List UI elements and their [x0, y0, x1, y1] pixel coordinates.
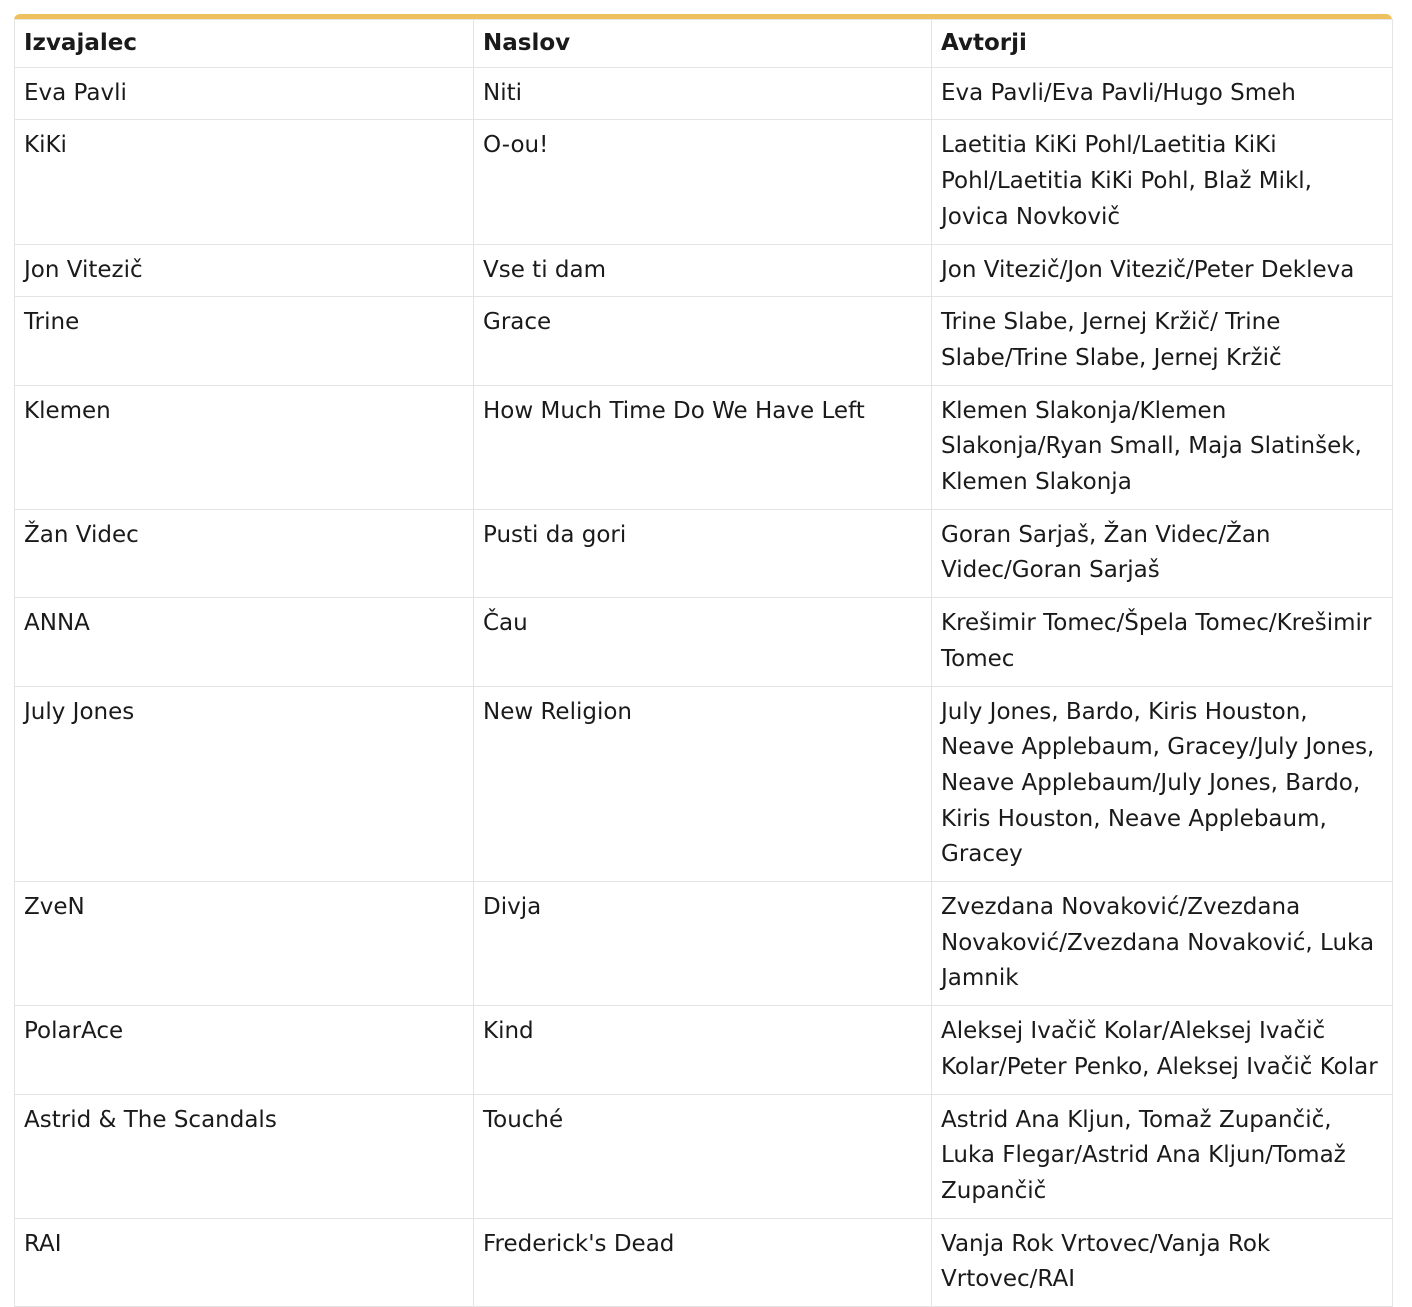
cell-authors: Goran Sarjaš, Žan Videc/Žan Videc/Goran Sarjaš	[932, 509, 1393, 597]
table-row	[15, 67, 1393, 120]
cell-title: Grace	[474, 297, 932, 385]
table-row	[15, 1094, 1393, 1218]
cell-authors: Zvezdana Novaković/Zvezdana Novaković/Zvezdana Novaković, Luka Jamnik	[932, 882, 1393, 1006]
table-row	[15, 385, 1393, 509]
cell-authors: Jon Vitezič/Jon Vitezič/Peter Dekleva	[932, 244, 1393, 297]
cell-performer: ZveN	[15, 882, 474, 1006]
songs-table-container	[14, 14, 1392, 1307]
table-row	[15, 1006, 1393, 1094]
cell-title: Vse ti dam	[474, 244, 932, 297]
cell-title: O-ou!	[474, 120, 932, 244]
cell-performer: Trine	[15, 297, 474, 385]
table-row	[15, 686, 1393, 882]
header-performer: Izvajalec	[15, 20, 474, 68]
songs-table	[14, 19, 1393, 1307]
table-row	[15, 120, 1393, 244]
cell-title: Kind	[474, 1006, 932, 1094]
cell-authors: Trine Slabe, Jernej Kržič/ Trine Slabe/Trine Slabe, Jernej Kržič	[932, 297, 1393, 385]
cell-performer: Jon Vitezič	[15, 244, 474, 297]
cell-performer: RAI	[15, 1218, 474, 1306]
cell-authors: Eva Pavli/Eva Pavli/Hugo Smeh	[932, 67, 1393, 120]
table-row	[15, 509, 1393, 597]
table-row	[15, 297, 1393, 385]
cell-authors: July Jones, Bardo, Kiris Houston, Neave Applebaum, Gracey/July Jones, Neave Applebaum/July Jones, Bardo, Kiris Houston, Neave Applebaum, Gracey	[932, 686, 1393, 882]
table-row	[15, 882, 1393, 1006]
cell-performer: KiKi	[15, 120, 474, 244]
cell-authors: Aleksej Ivačič Kolar/Aleksej Ivačič Kolar/Peter Penko, Aleksej Ivačič Kolar	[932, 1006, 1393, 1094]
table-row	[15, 244, 1393, 297]
cell-performer: Klemen	[15, 385, 474, 509]
cell-title: Divja	[474, 882, 932, 1006]
header-title: Naslov	[474, 20, 932, 68]
header-row	[15, 20, 1393, 68]
cell-title: Frederick's Dead	[474, 1218, 932, 1306]
header-authors: Avtorji	[932, 20, 1393, 68]
table-header	[15, 20, 1393, 68]
cell-performer: Eva Pavli	[15, 67, 474, 120]
cell-title: Touché	[474, 1094, 932, 1218]
cell-title: Niti	[474, 67, 932, 120]
cell-authors: Klemen Slakonja/Klemen Slakonja/Ryan Small, Maja Slatinšek, Klemen Slakonja	[932, 385, 1393, 509]
table-row	[15, 1218, 1393, 1306]
cell-authors: Astrid Ana Kljun, Tomaž Zupančič, Luka Flegar/Astrid Ana Kljun/Tomaž Zupančič	[932, 1094, 1393, 1218]
cell-authors: Vanja Rok Vrtovec/Vanja Rok Vrtovec/RAI	[932, 1218, 1393, 1306]
cell-authors: Laetitia KiKi Pohl/Laetitia KiKi Pohl/Laetitia KiKi Pohl, Blaž Mikl, Jovica Novkovič	[932, 120, 1393, 244]
cell-performer: ANNA	[15, 598, 474, 686]
cell-authors: Krešimir Tomec/Špela Tomec/Krešimir Tomec	[932, 598, 1393, 686]
cell-title: Čau	[474, 598, 932, 686]
cell-performer: July Jones	[15, 686, 474, 882]
cell-title: Pusti da gori	[474, 509, 932, 597]
cell-title: New Religion	[474, 686, 932, 882]
cell-performer: PolarAce	[15, 1006, 474, 1094]
cell-performer: Žan Videc	[15, 509, 474, 597]
cell-title: How Much Time Do We Have Left	[474, 385, 932, 509]
table-row	[15, 598, 1393, 686]
cell-performer: Astrid & The Scandals	[15, 1094, 474, 1218]
table-body	[15, 67, 1393, 1306]
